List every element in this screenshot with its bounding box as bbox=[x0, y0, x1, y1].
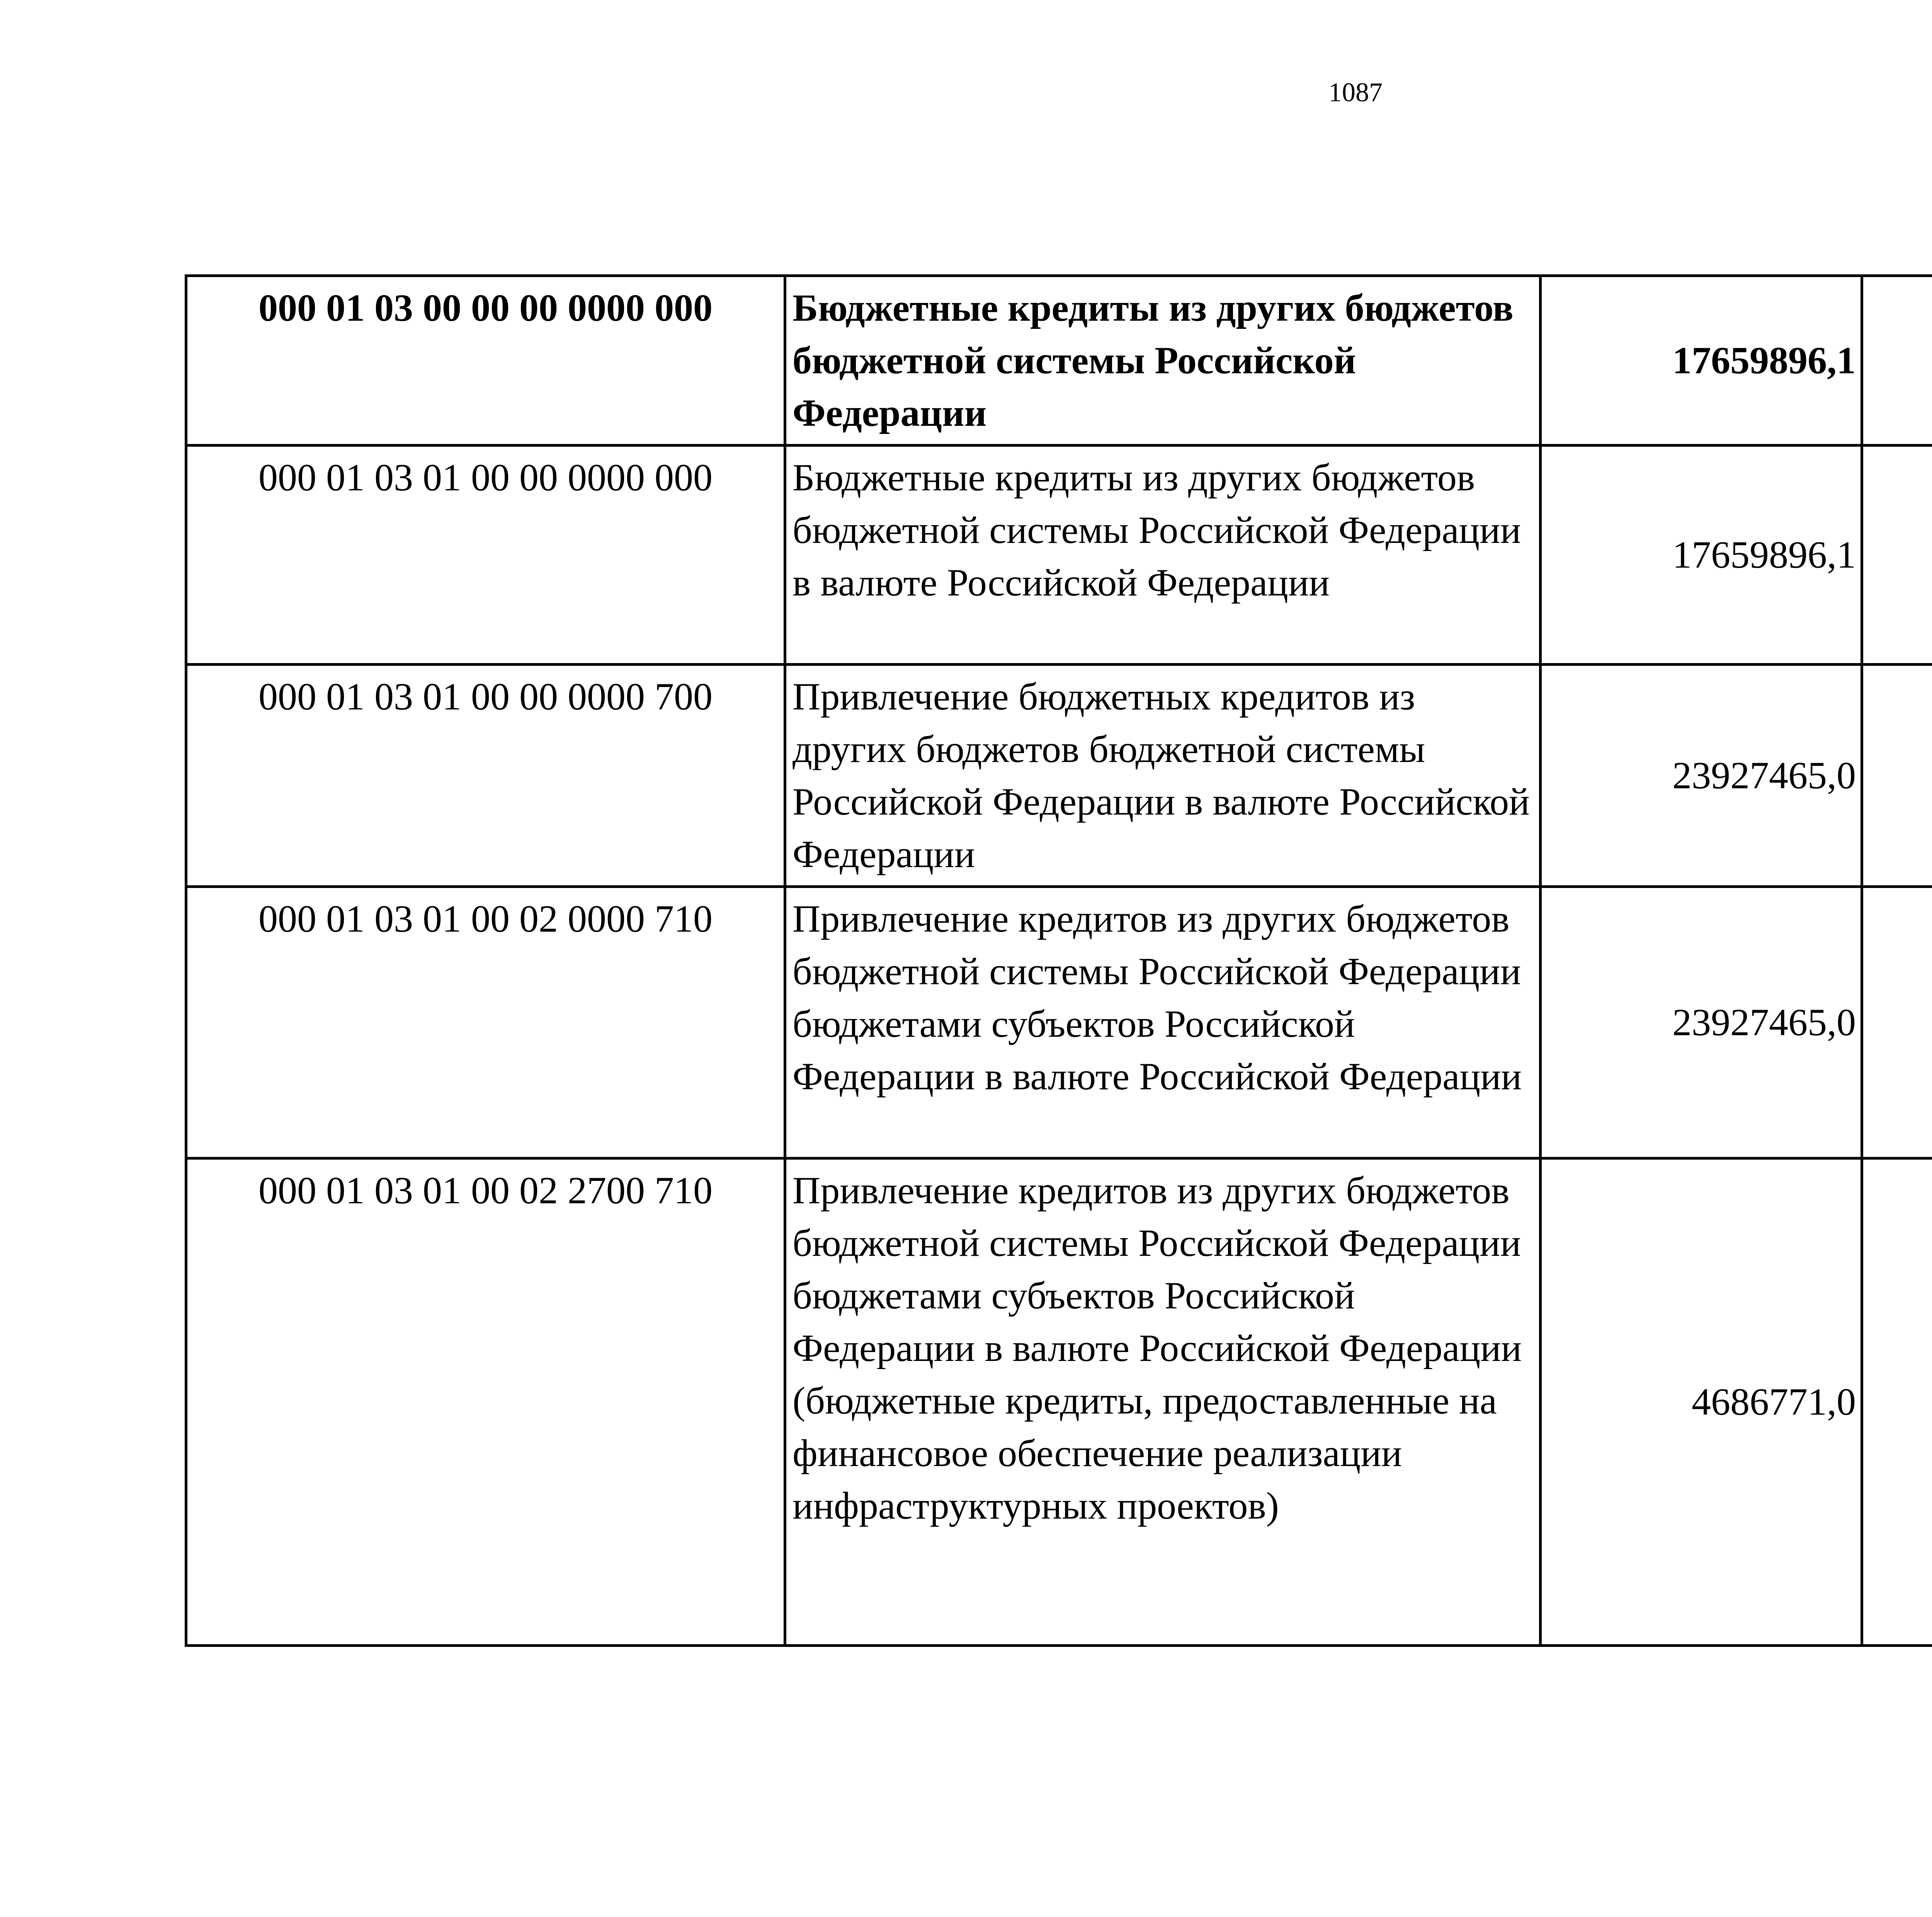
table-row bbox=[186, 446, 1932, 665]
budget-code-cell: 000 01 03 01 00 00 0000 000 bbox=[186, 446, 785, 665]
budget-code-cell: 000 01 03 01 00 00 0000 700 bbox=[186, 665, 785, 887]
description-cell: Бюджетные кредиты из других бюджетов бюджетной системы Российской Федерации bbox=[785, 276, 1541, 446]
table-row bbox=[186, 665, 1932, 887]
table-row bbox=[186, 276, 1932, 446]
amount-cell-1: 23927465,0 bbox=[1541, 887, 1862, 1158]
description-cell: Привлечение кредитов из других бюджетов бюджетной системы Российской Федерации бюджетами субъектов Российской Федерации в валюте Российской Федерации bbox=[785, 887, 1541, 1158]
page-number: 1087 bbox=[1328, 78, 1383, 107]
amount-cell-2 bbox=[1862, 276, 1932, 446]
description-cell: Привлечение кредитов из других бюджетов бюджетной системы Российской Федерации бюджетами субъектов Российской Федерации в валюте Российской Федерации (бюджетные кредиты, предоставленные на финансовое обеспечение реализации инфраструктурных проектов) bbox=[785, 1158, 1541, 1646]
table-row bbox=[186, 887, 1932, 1158]
budget-code-cell: 000 01 03 01 00 02 0000 710 bbox=[186, 887, 785, 1158]
amount-cell-2 bbox=[1862, 446, 1932, 665]
budget-code-cell: 000 01 03 00 00 00 0000 000 bbox=[186, 276, 785, 446]
amount-cell-1: 17659896,1 bbox=[1541, 276, 1862, 446]
amount-cell-2 bbox=[1862, 887, 1932, 1158]
description-cell: Привлечение бюджетных кредитов из других бюджетов бюджетной системы Российской Федерации в валюте Российской Федерации bbox=[785, 665, 1541, 887]
amount-cell-1: 23927465,0 bbox=[1541, 665, 1862, 887]
budget-table bbox=[185, 274, 1932, 1647]
amount-cell-2 bbox=[1862, 665, 1932, 887]
description-cell: Бюджетные кредиты из других бюджетов бюджетной системы Российской Федерации в валюте Российской Федерации bbox=[785, 446, 1541, 665]
budget-code-cell: 000 01 03 01 00 02 2700 710 bbox=[186, 1158, 785, 1646]
amount-cell-1: 4686771,0 bbox=[1541, 1158, 1862, 1646]
table-row bbox=[186, 1158, 1932, 1646]
amount-cell-2 bbox=[1862, 1158, 1932, 1646]
amount-cell-1: 17659896,1 bbox=[1541, 446, 1862, 665]
